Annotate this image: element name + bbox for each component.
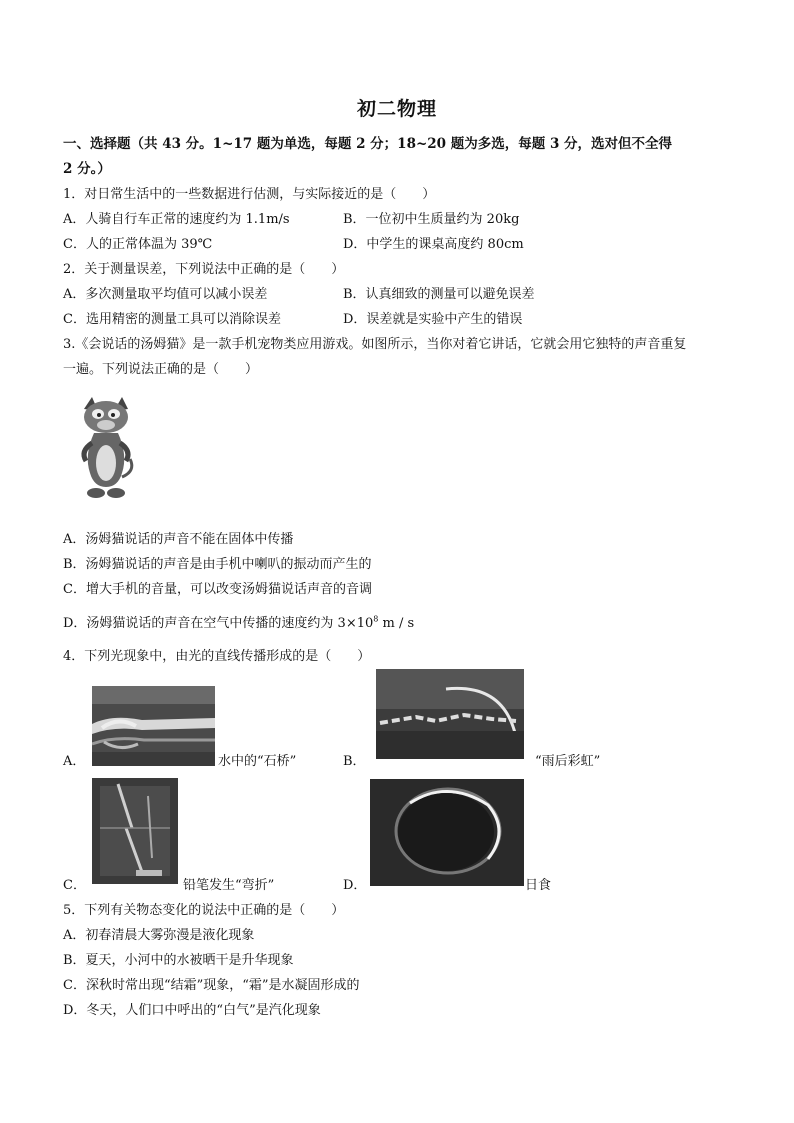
q3-option-d-unit: m / s [378,616,415,631]
q3-stem-line1: 3.《会说话的汤姆猫》是一款手机宠物类应用游戏。如图所示，当你对着它讲话，它就会用它独特的声音重复 [63,337,687,352]
q4-option-a-letter: A． [63,754,86,769]
q3-option-b: B．汤姆猫说话的声音是由手机中喇叭的振动而产生的 [63,557,372,572]
q3-option-d-exponent: 8 [373,614,379,624]
page-title: 初二物理 [356,98,437,120]
q5-option-a: A．初春清晨大雾弥漫是液化现象 [63,928,255,943]
q3-option-c: C．增大手机的音量，可以改变汤姆猫说话声音的音调 [63,582,372,597]
q3-stem-line2: 一遍。下列说法正确的是（ ） [63,362,259,377]
q2-option-c: C．选用精密的测量工具可以消除误差 [63,312,281,327]
q1-option-b: B．一位初中生质量约为 20kg [343,212,520,227]
q1-option-a: A．人骑自行车正常的速度约为 1.1m/s [63,212,290,227]
q4-option-c-letter: C． [63,878,86,893]
solar-eclipse-image [370,779,524,886]
q4-option-a-caption: 水中的“石桥” [218,754,297,769]
stone-bridge-reflection-image [92,686,215,766]
q4-option-d-letter: D． [343,878,367,893]
q4-option-c-caption: 铅笔发生“弯折” [183,878,275,893]
q2-stem: 2．关于测量误差，下列说法中正确的是（ ） [63,262,345,277]
q3-option-d [63,612,414,631]
q2-option-a: A．多次测量取平均值可以减小误差 [63,287,268,302]
talking-tom-cat-image [72,395,140,505]
q3-option-d-text: D．汤姆猫说话的声音在空气中传播的速度约为 3×10 [63,616,374,631]
q4-stem: 4．下列光现象中，由光的直线传播形成的是（ ） [63,649,371,664]
q4-option-b-caption: “雨后彩虹” [535,754,601,769]
bent-pencil-image [92,778,178,884]
q1-option-d: D．中学生的课桌高度约 80cm [343,237,524,252]
q5-stem: 5．下列有关物态变化的说法中正确的是（ ） [63,903,345,918]
q1-stem: 1．对日常生活中的一些数据进行估测，与实际接近的是（ ） [63,187,436,202]
q4-option-d-caption: 日食 [525,878,552,893]
q4-option-b-letter: B． [343,754,366,769]
q2-option-d: D．误差就是实验中产生的错误 [343,312,523,327]
q5-option-c: C．深秋时常出现“结霜”现象，“霜”是水凝固形成的 [63,978,360,993]
q1-option-c: C．人的正常体温为 39℃ [63,237,213,252]
q5-option-d: D．冬天，人们口中呼出的“白气”是汽化现象 [63,1003,321,1018]
rainbow-image [376,669,524,759]
q2-option-b: B．认真细致的测量可以避免误差 [343,287,535,302]
section-header-line1: 一、选择题（共 43 分。1~17 题为单选，每题 2 分；18~20 题为多选，每题 3 分，选对但不全得 [63,136,673,152]
q3-option-a: A．汤姆猫说话的声音不能在固体中传播 [63,532,294,547]
section-header-line2: 2 分。） [63,161,111,177]
q5-option-b: B．夏天，小河中的水被晒干是升华现象 [63,953,294,968]
